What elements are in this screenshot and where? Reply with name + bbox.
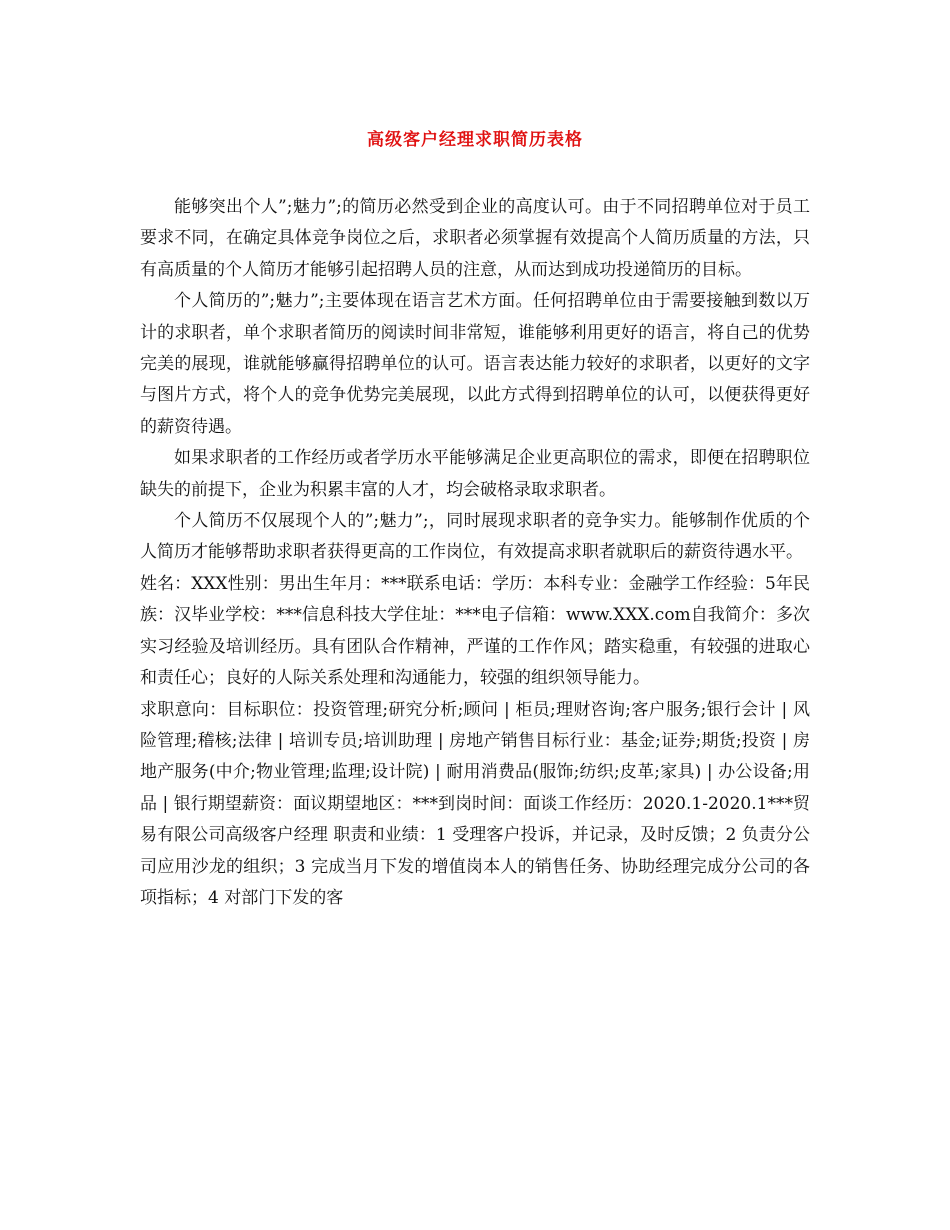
paragraph-3: 如果求职者的工作经历或者学历水平能够满足企业更高职位的需求，即便在招聘职位缺失的前提下，企业为积累丰富的人才，均会破格录取求职者。: [140, 448, 810, 500]
document-title: 高级客户经理求职简历表格: [367, 130, 583, 150]
paragraph-2: 个人简历的”;魅力”;主要体现在语言艺术方面。任何招聘单位由于需要接触到数以万计的求职者，单个求职者简历的阅读时间非常短，谁能够利用更好的语言，将自己的优势完美的展现，谁就能够赢得招聘单位的认可。语言表达能力较好的求职者，以更好的文字与图片方式，将个人的竞争优势完美展现，以此方式得到招聘单位的认可，以便获得更好的薪资待遇。: [140, 291, 810, 437]
job-intent-block: 求职意向：目标职位：投资管理;研究分析;顾问 | 柜员;理财咨询;客户服务;银行会计 | 风险管理;稽核;法律 | 培训专员;培训助理 | 房地产销售目标行业：基金;证券;期货;投资 | 房地产服务(中介;物业管理;监理;设计院) | 耐用消费品(服饰;纺织;皮革;家具) | 办公设备;用品 | 银行期望薪资：面议期望地区：***到岗时间：面谈工作经历：2020.1-2020.1***贸易有限公司高级客户经理 职责和业绩：1 受理客户投诉，并记录，及时反馈；2 负责分公司应用沙龙的组织；3 完成当月下发的增值岗本人的销售任务、协助经理完成分公司的各项指标；4 对部门下发的客: [140, 699, 810, 908]
document-body: [140, 192, 810, 914]
paragraph-4: 个人简历不仅展现个人的”;魅力”;，同时展现求职者的竞争实力。能够制作优质的个人简历才能够帮助求职者获得更高的工作岗位，有效提高求职者就职后的薪资待遇水平。: [140, 511, 810, 563]
profile-block: 姓名：XXX性别：男出生年月：***联系电话：学历：本科专业：金融学工作经验：5年民族：汉毕业学校：***信息科技大学住址：***电子信箱：www.XXX.com自我简介：多次实习经验及培训经历。具有团队合作精神，严谨的工作作风；踏实稳重，有较强的进取心和责任心；良好的人际关系处理和沟通能力，较强的组织领导能力。: [140, 573, 810, 689]
paragraph-1: 能够突出个人”;魅力”;的简历必然受到企业的高度认可。由于不同招聘单位对于员工要求不同，在确定具体竞争岗位之后，求职者必须掌握有效提高个人简历质量的方法，只有高质量的个人简历才能够引起招聘人员的注意，从而达到成功投递简历的目标。: [140, 197, 810, 280]
